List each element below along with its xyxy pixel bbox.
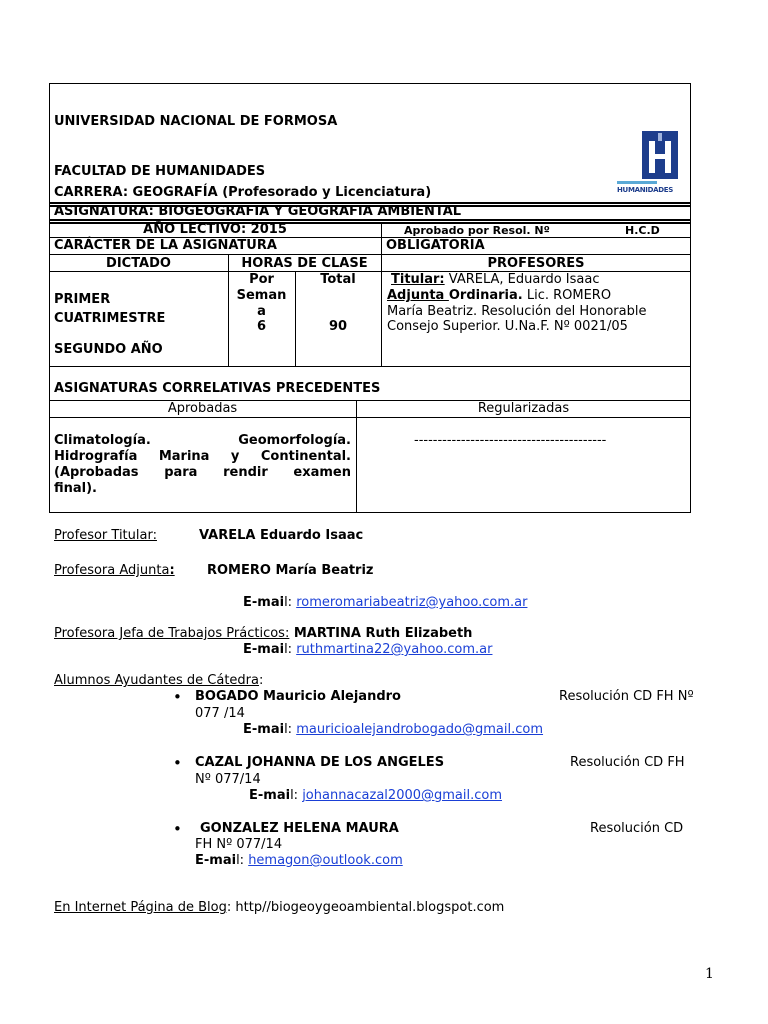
correlativas-title: ASIGNATURAS CORRELATIVAS PRECEDENTES (54, 381, 381, 396)
ayudantes-line (54, 673, 263, 688)
aprobadas-line-4: final). (54, 481, 97, 496)
jefa-email-line (243, 642, 492, 657)
prof-line-3: María Beatriz. Resolución del Honorable (387, 304, 647, 319)
prof-line-4: Consejo Superior. U.Na.F. Nº 0021/05 (387, 319, 628, 334)
col-profesores: PROFESORES (487, 256, 585, 271)
hcd-label: H.C.D (625, 224, 660, 237)
adjunta-email-link[interactable]: romeromariabeatriz@yahoo.com.ar (296, 595, 528, 610)
blog-label: En Internet Página de Blog (54, 900, 227, 915)
academic-year: AÑO LECTIVO: 2015 (143, 222, 287, 237)
ayudantes-label: Alumnos Ayudantes de Cátedra (54, 673, 259, 688)
email-sep: l: (284, 595, 297, 610)
weekly-label-3: a (257, 304, 266, 319)
email-label: E-mai (243, 642, 285, 657)
prof-adjunta-label: Adjunta (387, 288, 449, 303)
blog-line (54, 900, 504, 915)
ayudante-resolution: Resolución CD FH Nº (559, 689, 694, 704)
email-sep: l: (290, 788, 303, 803)
email-sep: l: (284, 722, 297, 737)
email-label: E-mai (195, 853, 237, 868)
ayudante-resolution: Resolución CD (590, 821, 684, 836)
university-logo (642, 131, 678, 179)
prof-titular-line (387, 272, 600, 287)
weekly-label-1: Por (249, 272, 274, 287)
bullet-icon: • (173, 688, 182, 706)
regularizadas-value: ----------------------------------------- (414, 433, 607, 448)
dictado-line-2: CUATRIMESTRE (54, 311, 166, 326)
jefa-line (54, 626, 472, 641)
total-hours-value: 90 (328, 319, 348, 334)
adjunta-colon: : (169, 563, 175, 578)
email-sep: l: (236, 853, 249, 868)
weekly-label-2: Seman (236, 288, 287, 303)
approved-resolution: Aprobado por Resol. Nº (404, 224, 550, 237)
logo-caption: HUMANIDADES (617, 186, 673, 194)
dictado-line-1: PRIMER (54, 292, 111, 307)
email-label: E-mai (243, 595, 285, 610)
prof-adjunta-name: Lic. ROMERO (522, 288, 612, 303)
ayudante-resolution-cont: Nº 077/14 (195, 772, 261, 787)
character-value: OBLIGATORIA (386, 238, 485, 253)
bullet-icon: • (173, 820, 182, 838)
career-name: CARRERA: GEOGRAFÍA (Profesorado y Licenciatura) (54, 185, 432, 200)
ayudantes-colon: : (259, 673, 264, 688)
adjunta-name: ROMERO María Beatriz (207, 563, 374, 578)
ayudante-name: CAZAL JOHANNA DE LOS ANGELES (195, 755, 445, 770)
ayudante-email-link[interactable]: hemagon@outlook.com (248, 853, 403, 868)
prof-titular-label: Titular: (391, 272, 445, 287)
aprobadas-line-1: Climatología. Geomorfología. (54, 433, 351, 448)
aprobadas-line-2: Hidrografía Marina y Continental. (54, 449, 351, 464)
jefa-email-link[interactable]: ruthmartina22@yahoo.com.ar (296, 642, 493, 657)
weekly-hours-value: 6 (256, 319, 267, 334)
ayudante-resolution-cont: 077 /14 (195, 706, 245, 721)
character-label: CARÁCTER DE LA ASIGNATURA (54, 238, 277, 253)
prof-adjunta-rest: Ordinaria. (448, 288, 523, 303)
ayudante-email-link[interactable]: johannacazal2000@gmail.com (302, 788, 503, 803)
email-label: E-mai (249, 788, 291, 803)
ayudante-email-line (195, 853, 403, 868)
page-number: 1 (705, 966, 714, 982)
bullet-icon: • (173, 754, 182, 772)
prof-adjunta-line (387, 288, 611, 303)
faculty-name: FACULTAD DE HUMANIDADES (54, 164, 266, 179)
jefa-name: MARTINA Ruth Elizabeth (289, 626, 473, 641)
aprobadas-header: Aprobadas (167, 401, 238, 416)
adjunta-label-line (54, 563, 175, 578)
ayudante-resolution-cont: FH Nº 077/14 (195, 837, 283, 852)
prof-titular-name: VARELA, Eduardo Isaac (444, 272, 600, 287)
titular-label: Profesor Titular: (54, 528, 157, 543)
col-horas: HORAS DE CLASE (241, 256, 368, 271)
col-dictado: DICTADO (106, 256, 171, 271)
regularizadas-header: Regularizadas (477, 401, 570, 416)
ayudante-resolution: Resolución CD FH (570, 755, 685, 770)
ayudante-email-link[interactable]: mauricioalejandrobogado@gmail.com (296, 722, 544, 737)
logo-stripe (617, 181, 657, 184)
university-name: UNIVERSIDAD NACIONAL DE FORMOSA (54, 114, 338, 129)
dictado-line-3: SEGUNDO AÑO (54, 342, 163, 357)
adjunta-label: Profesora Adjunta (54, 563, 170, 578)
adjunta-email-line (243, 595, 527, 610)
blog-url: : http//biogeoygeoambiental.blogspot.com (226, 900, 505, 915)
subject-title: ASIGNATURA: BIOGEOGRAFIA Y GEOGRAFIA AMBIENTAL (54, 204, 462, 219)
total-label: Total (320, 272, 356, 287)
ayudante-name: BOGADO Mauricio Alejandro (195, 689, 401, 704)
ayudante-email-line (243, 722, 543, 737)
email-sep: l: (284, 642, 297, 657)
email-label: E-mai (243, 722, 285, 737)
ayudante-email-line (249, 788, 502, 803)
jefa-label: Profesora Jefa de Trabajos Prácticos: (54, 626, 290, 641)
ayudante-name: GONZALEZ HELENA MAURA (200, 821, 399, 836)
aprobadas-line-3: (Aprobadas para rendir examen (54, 465, 351, 480)
titular-name: VARELA Eduardo Isaac (199, 528, 364, 543)
